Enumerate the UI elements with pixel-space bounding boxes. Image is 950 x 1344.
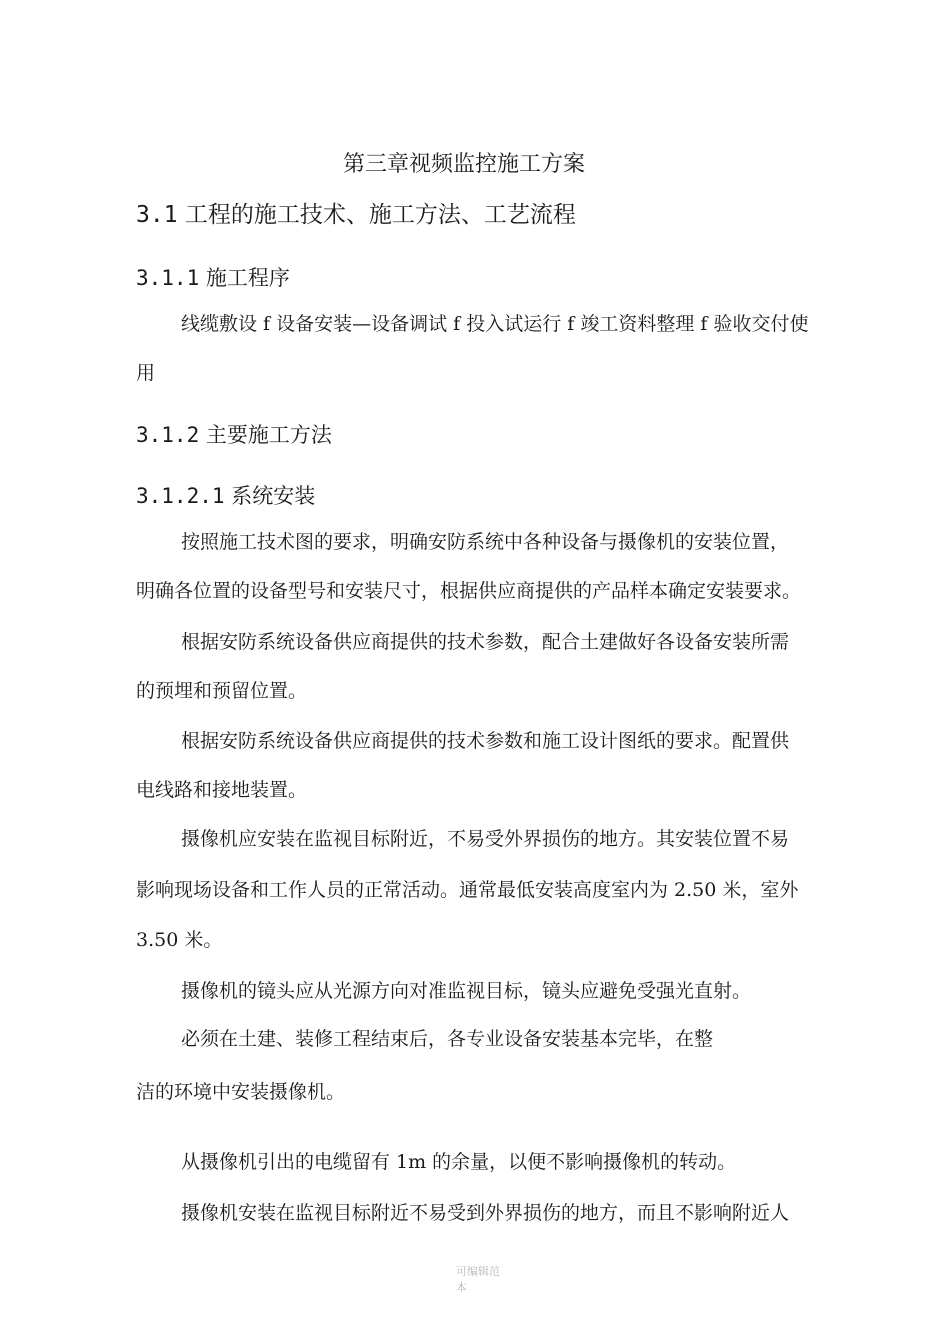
section-3-1-heading [136,200,576,230]
paragraph-line: 3.50 米。 [136,929,223,951]
process-flow-line-1: 线缆敷设 f 设备安装—设备调试 f 投入试运行 f 竣工资料整理 f 验收交付使 [181,313,809,335]
paragraph-line: 按照施工技术图的要求，明确安防系统中各种设备与摄像机的安装位置， [181,531,790,553]
paragraph-line: 根据安防系统设备供应商提供的技术参数，配合土建做好各设备安装所需 [181,631,790,653]
paragraph-line: 明确各位置的设备型号和安装尺寸，根据供应商提供的产品样本确定安装要求。 [136,580,802,602]
section-title: 工程的施工技术、施工方法、工艺流程 [184,202,576,228]
section-number: 3.1.1 [136,266,200,290]
paragraph-line: 根据安防系统设备供应商提供的技术参数和施工设计图纸的要求。配置供 [181,730,790,752]
paragraph-line: 从摄像机引出的电缆留有 1m 的余量，以便不影响摄像机的转动。 [181,1151,737,1173]
paragraph-line: 摄像机的镜头应从光源方向对准监视目标，镜头应避免受强光直射。 [181,980,752,1002]
paragraph-line: 摄像机安装在监视目标附近不易受到外界损伤的地方，而且不影响附近人 [181,1202,790,1224]
chapter-title: 第三章视频监控施工方案 [343,152,586,177]
footer-line-1: 可编辑范 [456,1265,500,1278]
paragraph-line: 影响现场设备和工作人员的正常活动。通常最低安装高度室内为 2.50 米，室外 [136,879,799,901]
paragraph-line: 洁的环境中安装摄像机。 [136,1081,346,1103]
process-flow-line-2: 用 [136,362,156,384]
footer-line-2: 本 [456,1281,467,1294]
section-title: 施工程序 [205,266,290,290]
section-number: 3.1.2 [136,423,200,447]
section-title: 系统安装 [231,484,316,508]
paragraph-line: 摄像机应安装在监视目标附近，不易受外界损伤的地方。其安装位置不易 [181,828,790,850]
section-number: 3.1.2.1 [136,484,225,508]
paragraph-line: 必须在土建、装修工程结束后，各专业设备安装基本完毕，在整 [181,1028,714,1050]
section-3-1-2-heading [136,421,332,449]
section-title: 主要施工方法 [205,423,332,447]
paragraph-line: 的预埋和预留位置。 [136,680,308,702]
section-3-1-2-1-heading [136,482,315,510]
section-3-1-1-heading [136,264,290,292]
section-number: 3.1 [136,202,178,228]
paragraph-line: 电线路和接地装置。 [136,779,308,801]
